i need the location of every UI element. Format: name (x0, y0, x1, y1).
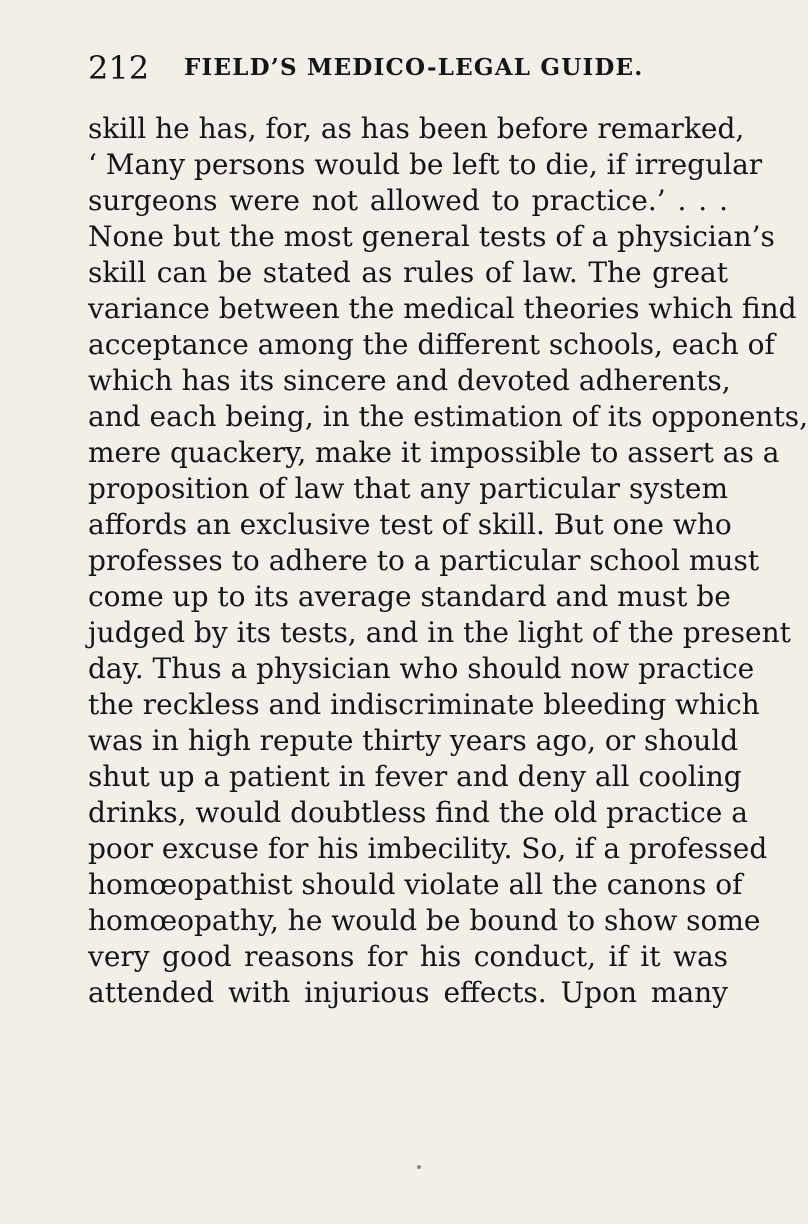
text-line: variance between the medical theories which find (88, 292, 797, 325)
text-line: day. Thus a physician who should now practice (88, 652, 755, 685)
text-line: attended with injurious effects. Upon many (88, 976, 728, 1009)
text-line: was in high repute thirty years ago, or should (88, 724, 739, 757)
text-line: which has its sincere and devoted adherents, (88, 364, 731, 397)
text-line: homœopathy, he would be bound to show some (88, 904, 761, 937)
text-line: surgeons were not allowed to practice.’ . . . (88, 184, 728, 217)
text-line: poor excuse for his imbecility. So, if a professed (88, 832, 768, 865)
text-line: acceptance among the different schools, each of (88, 328, 775, 361)
text-line: and each being, in the estimation of its opponents, (88, 400, 808, 433)
text-line: drinks, would doubtless find the old practice a (88, 796, 748, 829)
text-line: None but the most general tests of a physician’s (88, 220, 775, 253)
text-line: come up to its average standard and must be (88, 580, 731, 613)
page-header (88, 48, 728, 88)
text-line: skill he has, for, as has been before remarked, (88, 112, 745, 145)
text-line: the reckless and indiscriminate bleeding which (88, 688, 760, 721)
text-line: shut up a patient in fever and deny all cooling (88, 760, 742, 793)
text-line: mere quackery, make it impossible to assert as a (88, 436, 780, 469)
text-line: ‘ Many persons would be left to die, if irregular (88, 148, 763, 181)
text-line: affords an exclusive test of skill. But one who (88, 508, 732, 541)
running-head: FIELD’S MEDICO-LEGAL GUIDE. (184, 54, 644, 81)
page-number: 212 (88, 49, 150, 87)
text-line: homœopathist should violate all the canons of (88, 868, 743, 901)
body-text (88, 111, 808, 1011)
text-line: skill can be stated as rules of law. The great (88, 256, 728, 289)
text-line: very good reasons for his conduct, if it was (88, 940, 728, 973)
text-line: proposition of law that any particular system (88, 472, 728, 505)
print-speck (417, 1165, 421, 1169)
text-line: judged by its tests, and in the light of the present (88, 616, 791, 649)
text-line: professes to adhere to a particular school must (88, 544, 760, 577)
